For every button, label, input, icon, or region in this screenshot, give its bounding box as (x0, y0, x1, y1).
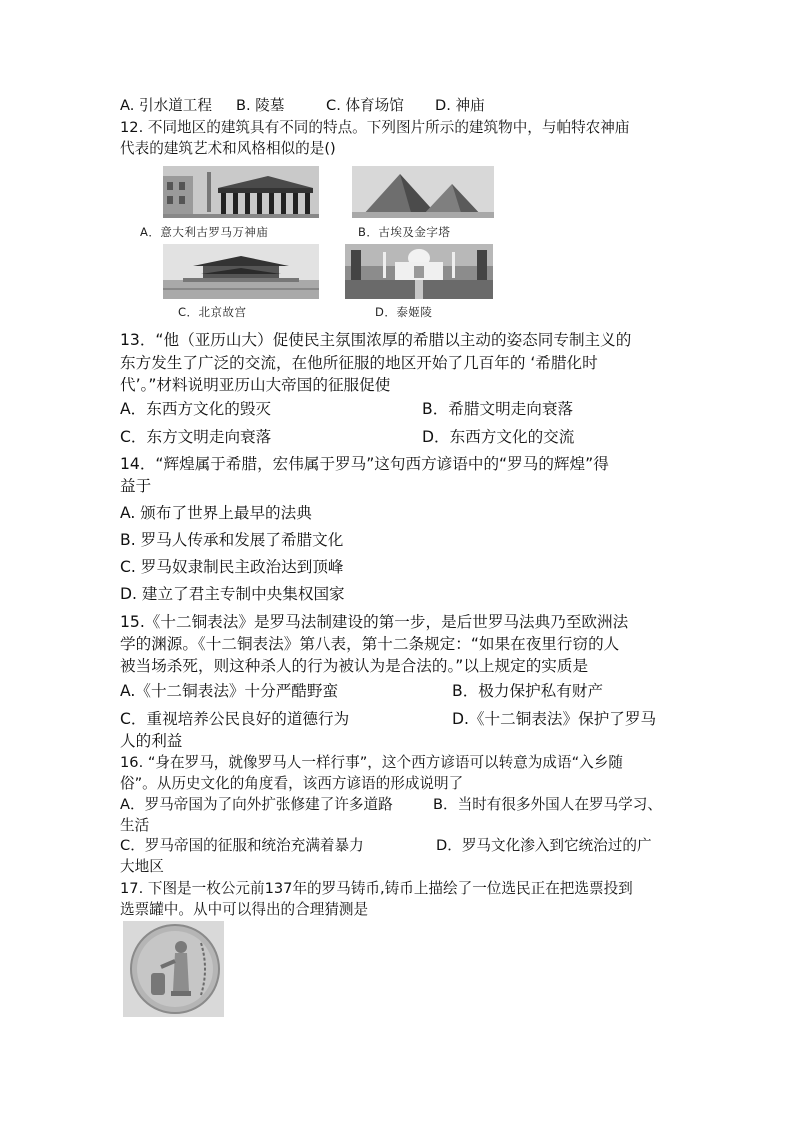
q17-stem-line1: 17. 下图是一枚公元前137年的罗马铸币,铸币上描绘了一位选民正在把选票投到 (120, 880, 633, 897)
pantheon-photo (163, 166, 319, 218)
q16-option-b-continued: 生活 (120, 817, 150, 834)
q12-stem-line2: 代表的建筑艺术和风格相似的是() (120, 140, 336, 157)
q16-stem-line1: 16. “身在罗马，就像罗马人一样行事”，这个西方谚语可以转意为成语“入乡随 (120, 754, 623, 771)
q15-option-d-continued: 人的利益 (120, 732, 183, 750)
caption-c: C．北京故宫 (178, 305, 247, 319)
q16-stem-line2: 俗”。从历史文化的角度看，该西方谚语的形成说明了 (120, 775, 464, 792)
caption-b: B．古埃及金字塔 (358, 225, 451, 239)
q16-option-d-continued: 大地区 (120, 858, 164, 875)
q14-option-a: A. 颁布了世界上最早的法典 (120, 504, 312, 522)
q15-option-c: C．重视培养公民良好的道德行为 (120, 710, 350, 728)
q12-stem-line1: 12. 不同地区的建筑具有不同的特点。下列图片所示的建筑物中，与帕特农神庙 (120, 119, 630, 136)
q13-stem-line3: 代’。”材料说明亚历山大帝国的征服促使 (120, 376, 391, 394)
caption-d: D．泰姬陵 (375, 305, 433, 319)
q15-stem-line3: 被当场杀死，则这种杀人的行为被认为是合法的。”以上规定的实质是 (120, 657, 589, 675)
q14-option-c: C. 罗马奴隶制民主政治达到顶峰 (120, 558, 344, 576)
q13-option-a: A．东西方文化的毁灭 (120, 400, 272, 418)
q11-option-d: D. 神庙 (435, 97, 485, 114)
q16-option-c: C．罗马帝国的征服和统治充满着暴力 (120, 837, 364, 854)
q15-stem-line1: 15.《十二铜表法》是罗马法制建设的第一步，是后世罗马法典乃至欧洲法 (120, 613, 629, 631)
q15-option-a: A.《十二铜表法》十分严酷野蛮 (120, 682, 339, 700)
q15-stem-line2: 学的渊源。《十二铜表法》第八表，第十二条规定：“如果在夜里行窃的人 (120, 635, 620, 653)
caption-a: A．意大利古罗马万神庙 (140, 225, 269, 239)
q16-option-a: A．罗马帝国为了向外扩张修建了许多道路 (120, 796, 393, 813)
roman-coin-photo (123, 921, 224, 1017)
q15-option-b: B．极力保护私有财产 (452, 682, 604, 700)
q17-stem-line2: 选票罐中。从中可以得出的合理猜测是 (120, 901, 369, 918)
q14-option-b: B. 罗马人传承和发展了希腊文化 (120, 531, 344, 549)
q13-stem-line2: 东方发生了广泛的交流，在他所征服的地区开始了几百年的 ‘希腊化时 (120, 354, 598, 372)
q11-option-c: C. 体育场馆 (326, 97, 404, 114)
q14-option-d: D. 建立了君主专制中央集权国家 (120, 585, 345, 603)
q11-option-b: B. 陵墓 (236, 97, 285, 114)
q13-stem-line1: 13．“他（亚历山大）促使民主氛围浓厚的希腊以主动的姿态同专制主义的 (120, 331, 632, 349)
q16-option-b: B．当时有很多外国人在罗马学习、 (433, 796, 662, 813)
q16-option-d: D．罗马文化渗入到它统治过的广 (436, 837, 652, 854)
forbidden-city-photo (163, 244, 319, 299)
q15-option-d: D.《十二铜表法》保护了罗马 (452, 710, 657, 728)
q14-stem-line1: 14．“辉煌属于希腊，宏伟属于罗马”这句西方谚语中的“罗马的辉煌”得 (120, 455, 609, 473)
q13-option-d: D．东西方文化的交流 (422, 428, 575, 446)
q11-option-a: A. 引水道工程 (120, 97, 212, 114)
q13-option-c: C．东方文明走向衰落 (120, 428, 272, 446)
pyramid-photo (352, 166, 494, 218)
taj-mahal-photo (345, 244, 493, 299)
q14-stem-line2: 益于 (120, 477, 152, 495)
q13-option-b: B．希腊文明走向衰落 (422, 400, 574, 418)
